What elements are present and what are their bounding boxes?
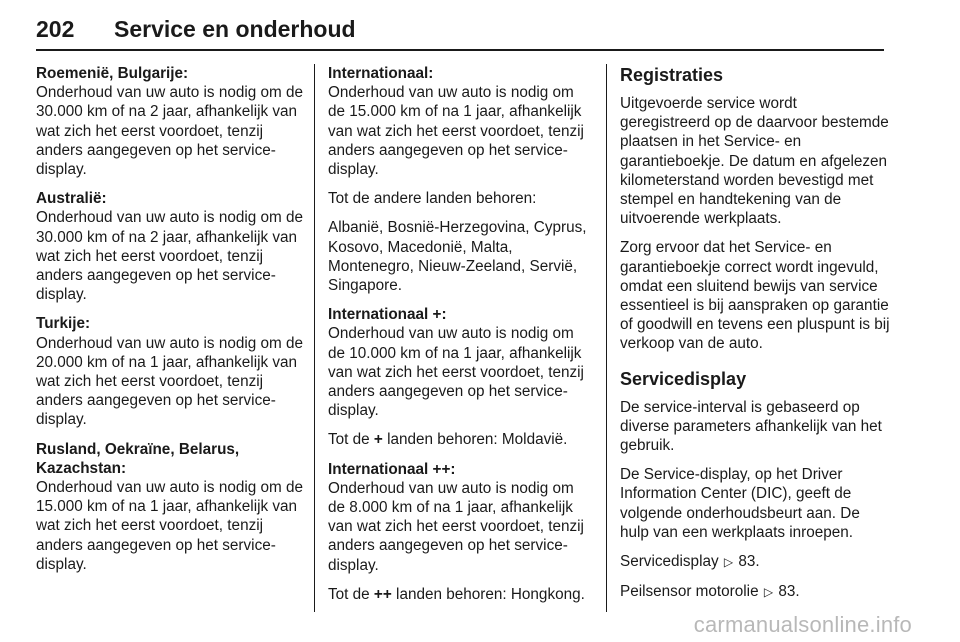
column-divider-2 xyxy=(606,64,607,612)
column-1 xyxy=(36,64,304,584)
watermark: carmanualsonline.info xyxy=(693,612,912,637)
column-2 xyxy=(328,64,593,614)
registraties-paragraph-2: Zorg ervoor dat het Service- en garantieboekje correct wordt ingevuld, omdat een sluitend bewijs van service essentieel is bij aanspraken op garantie of goodwill en tevens een pluspunt is bij verkoop van de auto. xyxy=(620,239,890,353)
section-text: Onderhoud van uw auto is nodig om de 10.000 km of na 1 jaar, afhankelijk van wat zich het eerst voordoet, tenzij anders aangegeven op het service-display. xyxy=(328,325,584,420)
section-international-plus xyxy=(328,305,593,420)
triangle-right-icon: ▷ xyxy=(723,555,734,570)
section-text: Onderhoud van uw auto is nodig om de 20.000 km of na 1 jaar, afhankelijk van wat zich het eerst voordoet, tenzij anders aangegeven op het service-display. xyxy=(36,334,304,429)
other-countries-list: Albanië, Bosnië-Herzegovina, Cyprus, Kosovo, Macedonië, Malta, Montenegro, Nieuw-Zeeland, Servië, Singapore. xyxy=(328,219,587,295)
heading-registraties: Registraties xyxy=(620,65,724,85)
plusplus-countries: Tot de ++ landen behoren: Hongkong. xyxy=(328,585,585,603)
registraties-paragraph-1: Uitgevoerde service wordt geregistreerd op de daarvoor bestemde plaatsen in het Service- en garantieboekje. De datum en afgelezen kilometerstand worden bevestigd met stempel en handtekening van de uitvoerende werkplaats. xyxy=(620,95,889,228)
section-romania-bulgaria xyxy=(36,64,304,179)
ref-oil-sensor[interactable]: Peilsensor motorolie ▷ 83. xyxy=(620,582,890,602)
section-russia-ukraine xyxy=(36,440,304,574)
page-header xyxy=(36,16,884,52)
section-text: Onderhoud van uw auto is nodig om de 30.000 km of na 2 jaar, afhankelijk van wat zich het eerst voordoet, tenzij anders aangegeven op het service-display. xyxy=(36,209,304,304)
section-text: Onderhoud van uw auto is nodig om de 15.000 km of na 1 jaar, afhankelijk van wat zich het eerst voordoet, tenzij anders aangegeven op het service-display. xyxy=(328,84,584,179)
section-australia xyxy=(36,189,304,304)
section-text: Onderhoud van uw auto is nodig om de 30.000 km of na 2 jaar, afhankelijk van wat zich het eerst voordoet, tenzij anders aangegeven op het service-display. xyxy=(36,84,304,179)
ref-servicedisplay[interactable]: Servicedisplay ▷ 83. xyxy=(620,552,890,572)
section-heading: Internationaal: xyxy=(328,65,434,82)
header-rule xyxy=(36,49,884,51)
plus-countries: Tot de + landen behoren: Moldavië. xyxy=(328,431,568,449)
triangle-right-icon: ▷ xyxy=(763,585,774,600)
section-international xyxy=(328,64,593,179)
section-turkey xyxy=(36,314,304,429)
section-text: Onderhoud van uw auto is nodig om de 15.000 km of na 1 jaar, afhankelijk van wat zich het eerst voordoet, tenzij anders aangegeven op het service-display. xyxy=(36,479,304,573)
section-heading: Turkije: xyxy=(36,315,91,333)
page-number: 202 xyxy=(36,16,75,42)
section-heading: Rusland, Oekraïne, Belarus, Kazachstan: xyxy=(36,440,240,477)
servicedisplay-paragraph-2: De Service-display, op het Driver Information Center (DIC), geeft de volgende onderhoudsbeurt aan. De hulp van een werkplaats inroepen. xyxy=(620,466,860,541)
section-heading: Australië: xyxy=(36,190,107,208)
section-text: Onderhoud van uw auto is nodig om de 8.000 km of na 1 jaar, afhankelijk van wat zich het eerst voordoet, tenzij anders aangegeven op het service-display. xyxy=(328,479,584,574)
other-countries-intro: Tot de andere landen behoren: xyxy=(328,190,537,208)
section-international-plusplus xyxy=(328,460,593,575)
column-divider-1 xyxy=(314,64,315,612)
column-3 xyxy=(620,64,890,612)
section-heading: Internationaal +: xyxy=(328,306,447,324)
page-title: Service en onderhoud xyxy=(114,16,356,42)
section-heading: Internationaal ++: xyxy=(328,460,456,478)
section-heading: Roemenië, Bulgarije: xyxy=(36,65,189,82)
servicedisplay-paragraph-1: De service-interval is gebaseerd op diverse parameters afhankelijk van het gebruik. xyxy=(620,398,882,455)
heading-servicedisplay: Servicedisplay xyxy=(620,368,747,389)
